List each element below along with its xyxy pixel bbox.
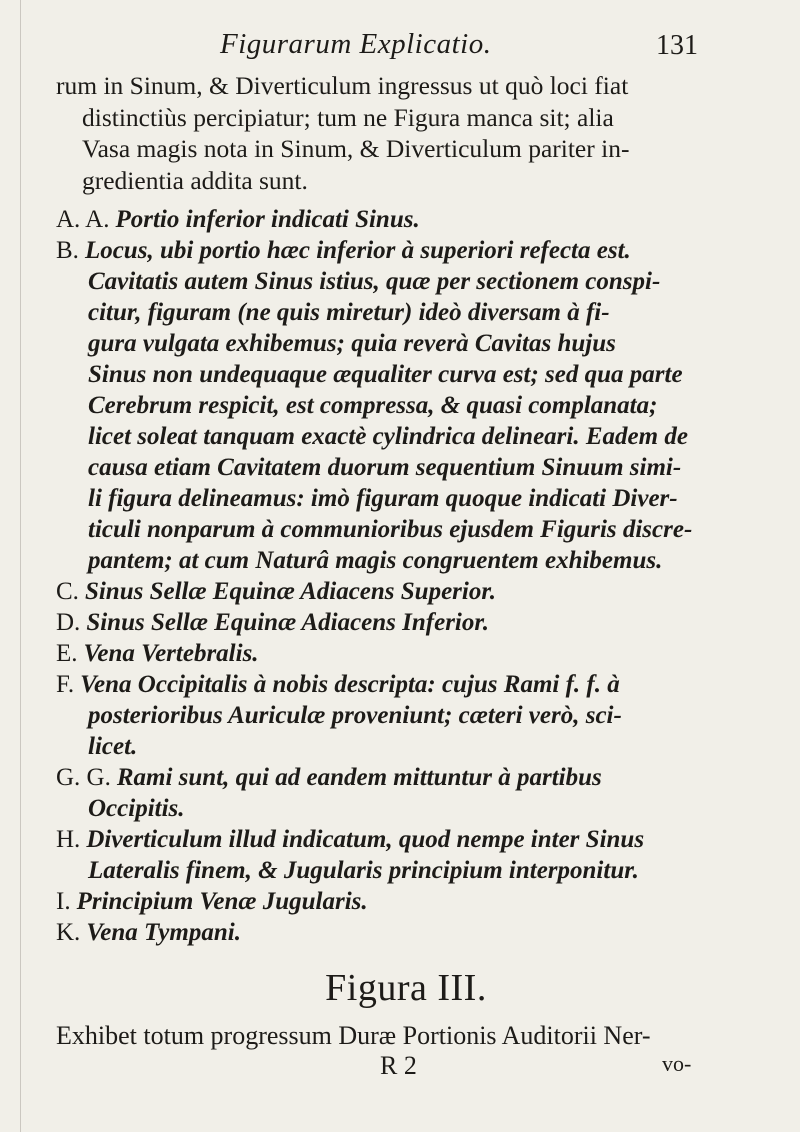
entry-text: Lateralis finem, & Jugularis principium interponitur. xyxy=(88,857,639,884)
entry-letter: B. xyxy=(56,237,79,264)
entry-text: Vena Tympani. xyxy=(86,919,241,946)
entry-text: li figura delineamus: imò figuram quoque indicati Diver- xyxy=(88,485,678,512)
legend-entry-K xyxy=(56,917,756,948)
entry-text: Rami sunt, qui ad eandem mittuntur à partibus xyxy=(116,764,602,791)
entry-letter: C. xyxy=(56,578,79,605)
entry-text: Sinus Sellæ Equinæ Adiacens Superior. xyxy=(84,578,496,605)
intro-line: gredientia addita sunt. xyxy=(82,165,308,195)
entry-letter: A. A. xyxy=(56,206,110,233)
intro-paragraph xyxy=(56,70,756,196)
entry-text: Sinus non undequaque æqualiter curva est; sed qua parte xyxy=(88,361,683,388)
entry-text: pantem; at cum Naturâ magis congruentem exhibemus. xyxy=(88,547,663,574)
entry-text: Sinus Sellæ Equinæ Adiacens Inferior. xyxy=(86,609,489,636)
legend-entry-C xyxy=(56,576,756,607)
entry-letter: E. xyxy=(56,640,78,667)
legend-entry-G xyxy=(56,762,756,824)
intro-line: distinctiùs percipiatur; tum ne Figura manca sit; alia xyxy=(82,102,614,132)
entry-letter: H. xyxy=(56,826,81,853)
legend-entry-E xyxy=(56,638,756,669)
catchword: vo- xyxy=(662,1051,692,1076)
entry-letter: F. xyxy=(56,671,75,698)
legend-entries xyxy=(56,204,756,948)
entry-text: Vena Vertebralis. xyxy=(83,640,259,667)
entry-letter: D. xyxy=(56,609,81,636)
intro-line: Vasa magis nota in Sinum, & Diverticulum pariter in- xyxy=(82,134,630,163)
entry-text: ticuli nonparum à communioribus ejusdem Figuris discre- xyxy=(88,516,693,543)
entry-text: Diverticulum illud indicatum, quod nempe inter Sinus xyxy=(86,826,645,853)
entry-text: Vena Occipitalis à nobis descripta: cujus Rami f. f. à xyxy=(80,671,620,698)
entry-text: Portio inferior indicati Sinus. xyxy=(115,206,420,233)
intro-line: rum in Sinum, & Diverticulum ingressus ut quò loci fiat xyxy=(56,71,629,100)
page-header xyxy=(60,28,760,68)
entry-text: Locus, ubi portio hæc inferior à superiori refecta est. xyxy=(84,237,631,264)
page-number: 131 xyxy=(656,30,698,61)
figure-line: Exhibet totum progressum Duræ Portionis Auditorii Ner- xyxy=(56,1021,651,1050)
entry-text: Cavitatis autem Sinus istius, quæ per sectionem conspi- xyxy=(88,268,661,295)
entry-text: posterioribus Auriculæ proveniunt; cæteri verò, sci- xyxy=(88,702,622,729)
legend-entry-I xyxy=(56,886,756,917)
legend-entry-H xyxy=(56,824,756,886)
entry-letter: K. xyxy=(56,919,81,946)
legend-entry-D xyxy=(56,607,756,638)
page-edge-shadow xyxy=(20,0,21,1132)
entry-text: Occipitis. xyxy=(88,795,185,822)
entry-text: citur, figuram (ne quis miretur) ideò diversam à fi- xyxy=(88,299,610,326)
signature-mark: R 2 xyxy=(380,1051,417,1080)
figure-heading: Figura III. xyxy=(325,967,487,1009)
entry-text: causa etiam Cavitatem duorum sequentium Sinuum simi- xyxy=(88,454,682,481)
entry-text: Principium Venæ Jugularis. xyxy=(76,888,368,915)
entry-text: licet soleat tanquam exactè cylindrica delineari. Eadem de xyxy=(88,423,688,450)
entry-text: gura vulgata exhibemus; quia reverà Cavitas hujus xyxy=(88,330,616,357)
entry-letter: G. G. xyxy=(56,764,111,791)
entry-text: Cerebrum respicit, est compressa, & quasi complanata; xyxy=(88,392,658,419)
legend-entry-B xyxy=(56,235,756,576)
legend-entry-F xyxy=(56,669,756,762)
page-body xyxy=(56,70,756,1051)
running-title: Figurarum Explicatio. xyxy=(220,28,492,60)
figure-description xyxy=(56,1020,756,1051)
entry-letter: I. xyxy=(56,888,71,915)
entry-text: licet. xyxy=(88,733,138,760)
legend-entry-A xyxy=(56,204,756,235)
